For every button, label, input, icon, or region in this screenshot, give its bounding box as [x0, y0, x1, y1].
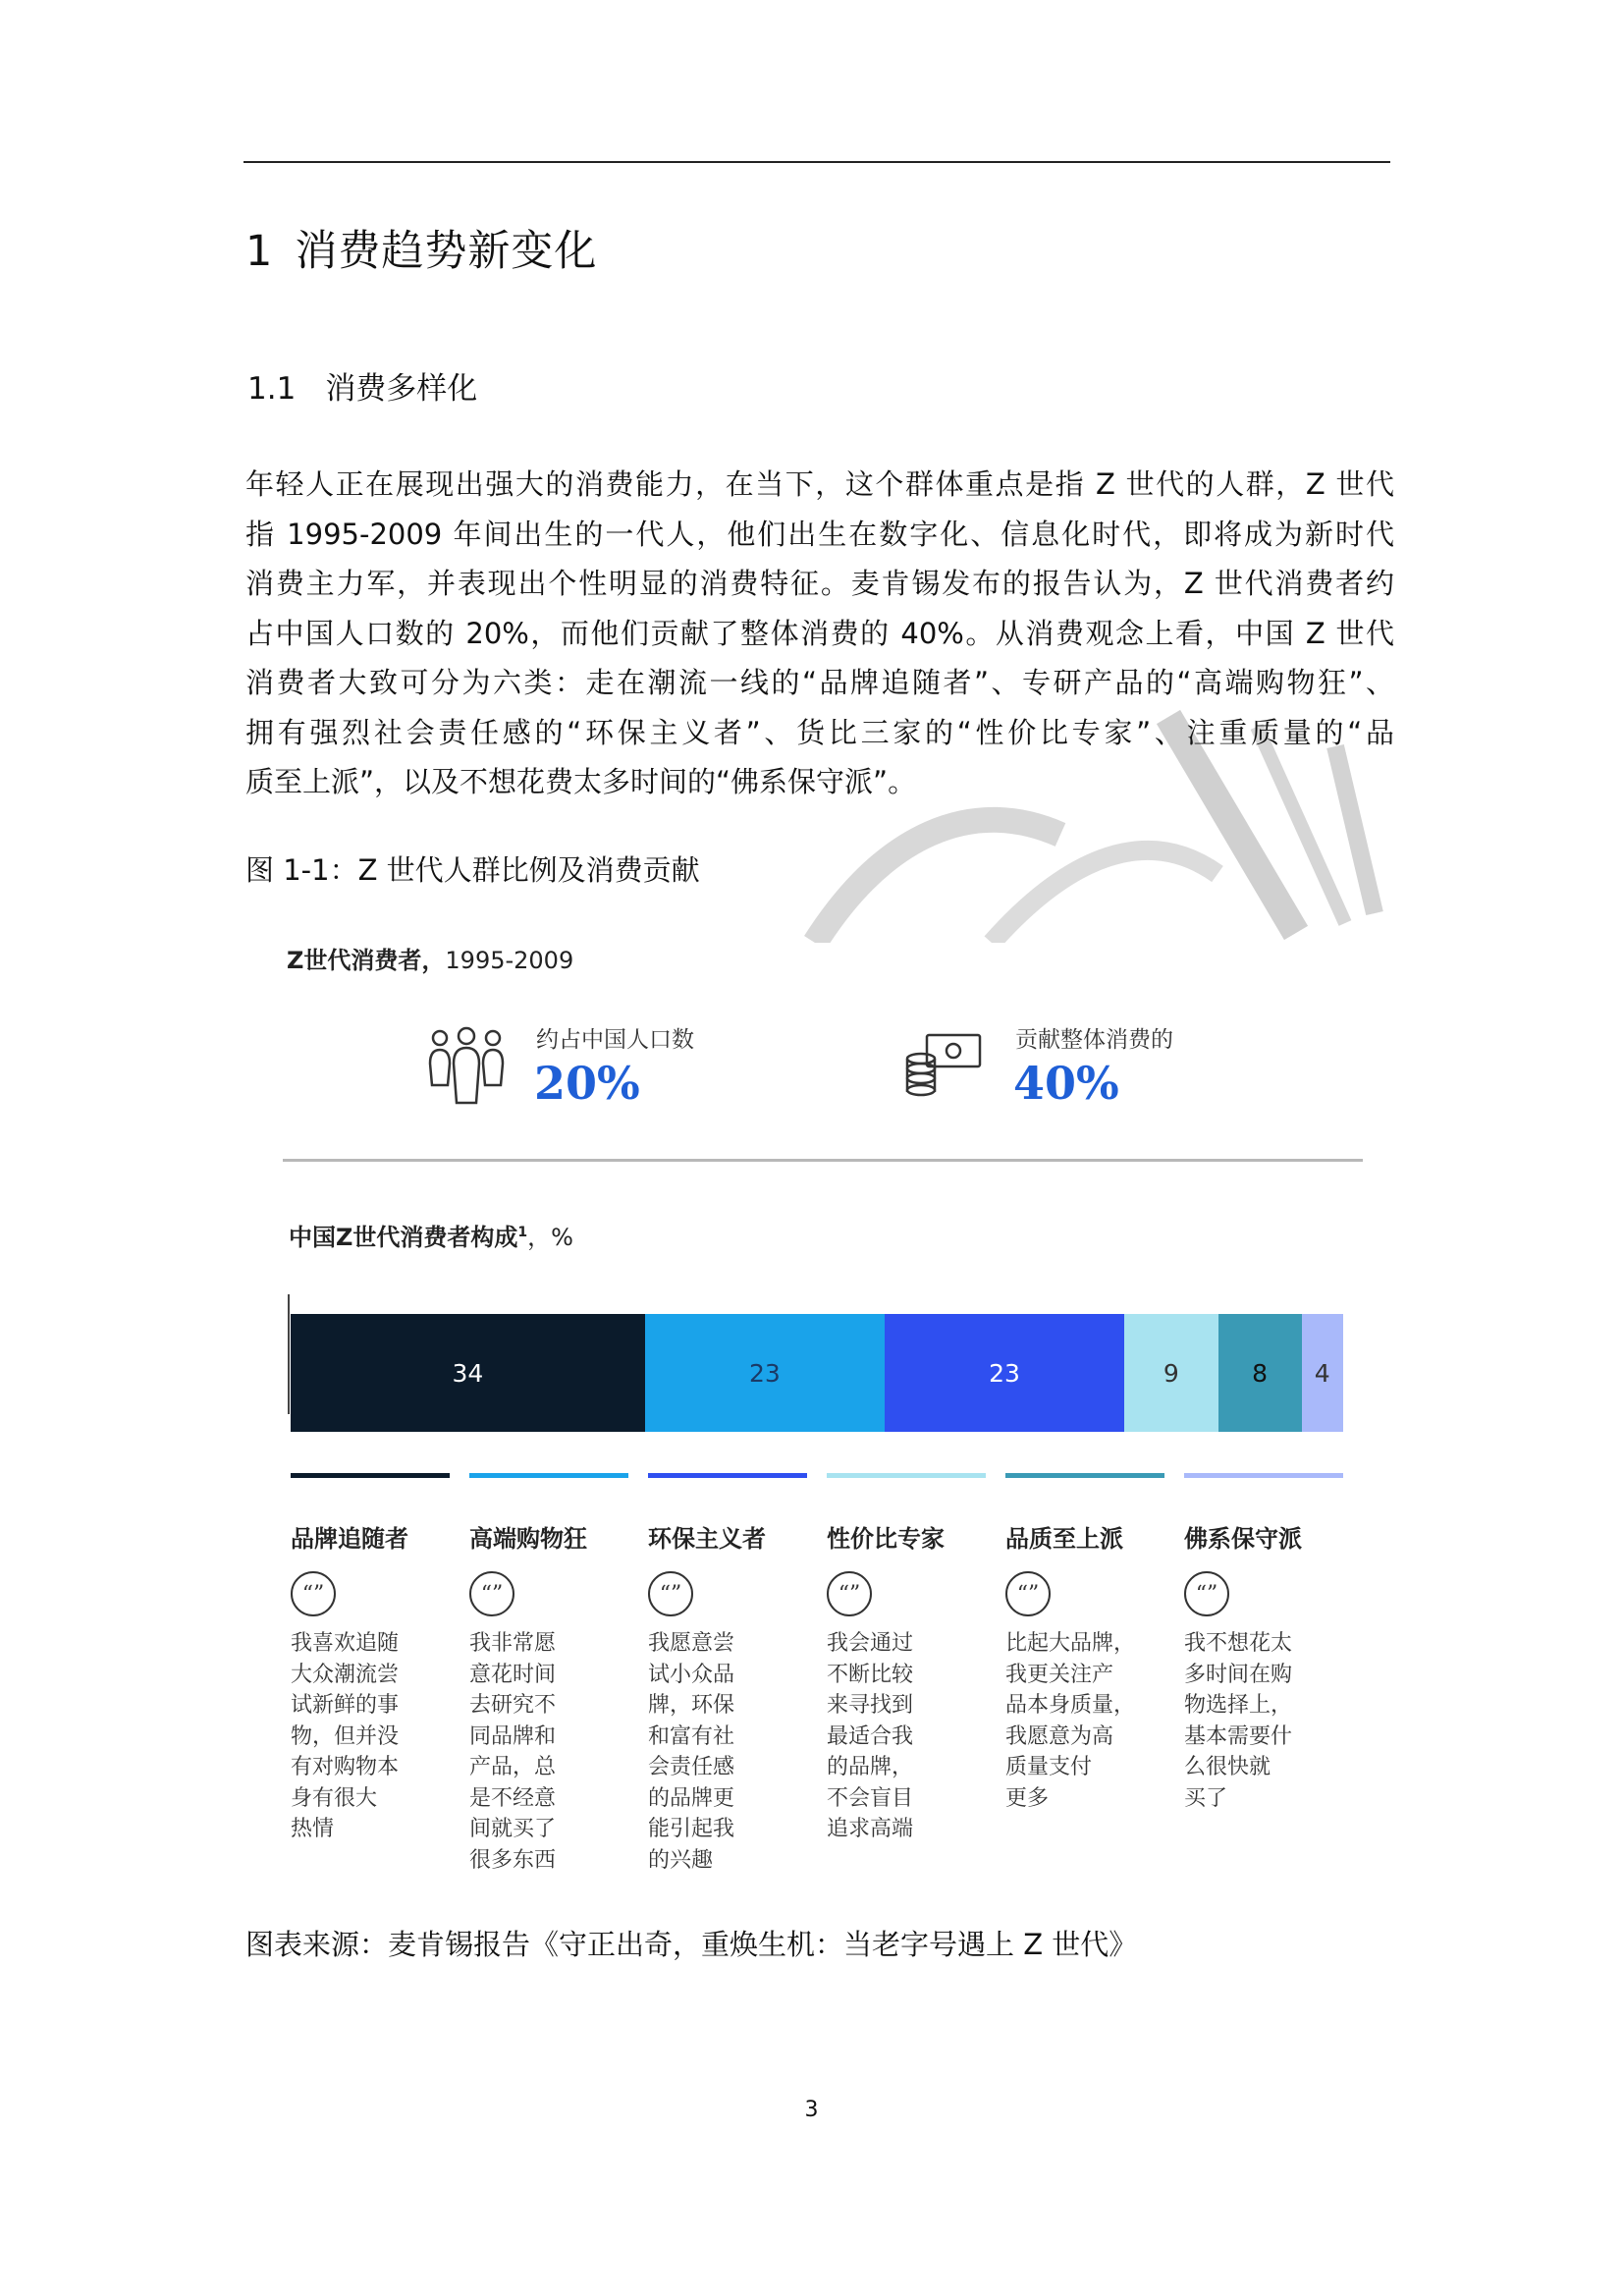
- quote-icon: “”: [1184, 1571, 1229, 1616]
- category-name: 高端购物狂: [469, 1524, 587, 1553]
- chart-source: 图表来源：麦肯锡报告《守正出奇，重焕生机：当老字号遇上 Z 世代》: [245, 1928, 1138, 1961]
- quote-icon: “”: [648, 1571, 693, 1616]
- figure-title-text: Z世代消费者，: [287, 947, 446, 974]
- figure-divider: [283, 1159, 1363, 1162]
- description-line: 身有很大: [291, 1785, 378, 1811]
- category-color-bar: [1184, 1473, 1343, 1478]
- category-name: 性价比专家: [827, 1524, 945, 1553]
- category-color-bar: [1005, 1473, 1164, 1478]
- description-line: 和富有社: [648, 1723, 735, 1749]
- description-line: 物选择上，: [1184, 1693, 1293, 1718]
- category-name: 品质至上派: [1005, 1524, 1123, 1553]
- description-line: 会责任感: [648, 1755, 735, 1779]
- bar-segment: [291, 1314, 645, 1432]
- description-line: 买了: [1184, 1785, 1228, 1811]
- category-description: [1184, 1628, 1343, 1814]
- description-line: 意花时间: [469, 1662, 557, 1687]
- figure-title: [287, 941, 573, 975]
- description-line: 产品，总: [469, 1755, 557, 1779]
- category-description: [291, 1628, 450, 1845]
- description-line: 牌，环保: [648, 1693, 735, 1718]
- description-line: 我愿意为高: [1005, 1723, 1114, 1749]
- chapter-heading: [245, 218, 597, 278]
- consumption-stat-value: 40%: [1013, 1057, 1119, 1110]
- description-line: 我喜欢追随: [291, 1631, 400, 1656]
- description-line: 能引起我: [648, 1817, 735, 1841]
- population-stat-value: 20%: [534, 1057, 640, 1110]
- category-name: 环保主义者: [648, 1524, 766, 1553]
- bar-segment: [645, 1314, 885, 1432]
- figure-caption: 图 1-1：Z 世代人群比例及消费贡献: [245, 853, 700, 887]
- description-line: 最适合我: [827, 1723, 914, 1749]
- footnote-marker: 1: [517, 1225, 528, 1240]
- description-line: 么很快就: [1184, 1755, 1271, 1779]
- description-line: 的品牌更: [648, 1785, 735, 1811]
- category-description: [827, 1628, 986, 1845]
- category-column: [469, 1473, 628, 1876]
- people-icon: [426, 1026, 507, 1107]
- bar-value-label: 34: [452, 1358, 484, 1388]
- bar-segment: [1302, 1314, 1343, 1432]
- description-line: 更多: [1005, 1785, 1050, 1811]
- description-line: 是不经意: [469, 1785, 557, 1811]
- bar-segment: [1124, 1314, 1218, 1432]
- description-line: 的兴趣: [648, 1847, 714, 1873]
- description-line: 的品牌，: [827, 1755, 914, 1779]
- description-line: 不会盲目: [827, 1785, 914, 1811]
- chapter-number: 1: [245, 227, 274, 276]
- header-rule: [243, 161, 1390, 163]
- category-column: [291, 1473, 450, 1876]
- figure-title-years: 1995-2009: [445, 947, 574, 974]
- paragraph-line: 消费者大致可分为六类：走在潮流一线的“品牌追随者”、专研产品的“高端购物狂”、: [245, 666, 1394, 699]
- population-stat-label: 约占中国人口数: [536, 1027, 694, 1053]
- description-line: 多时间在购: [1184, 1662, 1293, 1687]
- paragraph-line: 质至上派”，以及不想花费太多时间的“佛系保守派”。: [245, 765, 917, 798]
- category-color-bar: [648, 1473, 807, 1478]
- paragraph-line: 消费主力军，并表现出个性明显的消费特征。麦肯锡发布的报告认为，Z 世代消费者约: [245, 567, 1394, 600]
- bar-axis: [288, 1294, 290, 1414]
- description-line: 间就买了: [469, 1817, 557, 1841]
- bar-value-label: 9: [1163, 1358, 1179, 1388]
- paragraph-line: 指 1995-2009 年间出生的一代人，他们出生在数字化、信息化时代，即将成为新时代: [245, 517, 1394, 551]
- category-description: [469, 1628, 628, 1876]
- description-line: 不断比较: [827, 1662, 914, 1687]
- stacked-bar: [291, 1314, 1343, 1432]
- description-line: 基本需要什: [1184, 1723, 1293, 1749]
- paragraph-line: 年轻人正在展现出强大的消费能力，在当下，这个群体重点是指 Z 世代的人群，Z 世代: [245, 467, 1394, 501]
- description-line: 品本身质量，: [1005, 1693, 1136, 1718]
- section-heading: [247, 363, 477, 408]
- description-line: 我会通过: [827, 1631, 914, 1656]
- bar-value-label: 23: [749, 1358, 781, 1388]
- description-line: 我愿意尝: [648, 1631, 735, 1656]
- category-color-bar: [469, 1473, 628, 1478]
- category-name: 佛系保守派: [1184, 1524, 1302, 1553]
- description-line: 试新鲜的事: [291, 1693, 400, 1718]
- bar-value-label: 8: [1252, 1358, 1268, 1388]
- category-column: [1005, 1473, 1164, 1876]
- quote-icon: “”: [1005, 1571, 1051, 1616]
- consumption-stat-label: 贡献整体消费的: [1015, 1027, 1173, 1053]
- description-line: 试小众品: [648, 1662, 735, 1687]
- bar-segment: [1218, 1314, 1302, 1432]
- category-color-bar: [827, 1473, 986, 1478]
- category-column: [827, 1473, 986, 1876]
- bar-segment: [885, 1314, 1124, 1432]
- bar-value-label: 23: [989, 1358, 1020, 1388]
- category-description: [1005, 1628, 1164, 1814]
- quote-icon: “”: [291, 1571, 336, 1616]
- category-description: [648, 1628, 807, 1876]
- description-line: 物，但并没: [291, 1723, 400, 1749]
- figure: [265, 923, 1355, 1873]
- paragraph-line: 占中国人口数的 20%，而他们贡献了整体消费的 40%。从消费观念上看，中国 Z 世代: [245, 616, 1394, 650]
- description-line: 质量支付: [1005, 1755, 1093, 1779]
- category-list: [291, 1473, 1343, 1876]
- category-column: [1184, 1473, 1343, 1876]
- category-column: [648, 1473, 807, 1876]
- bar-value-label: 4: [1314, 1358, 1330, 1388]
- body-paragraph: [245, 460, 1394, 807]
- description-line: 去研究不: [469, 1693, 557, 1718]
- description-line: 我不想花太: [1184, 1631, 1293, 1656]
- section-number: 1.1: [247, 371, 297, 407]
- composition-title: [289, 1218, 573, 1252]
- description-line: 追求高端: [827, 1817, 914, 1841]
- category-color-bar: [291, 1473, 450, 1478]
- coins-icon: [903, 1029, 984, 1100]
- quote-icon: “”: [469, 1571, 514, 1616]
- description-line: 来寻找到: [827, 1693, 914, 1718]
- description-line: 热情: [291, 1817, 335, 1841]
- chapter-title: 消费趋势新变化: [295, 227, 598, 276]
- quote-icon: “”: [827, 1571, 872, 1616]
- paragraph-line: 拥有强烈社会责任感的“环保主义者”、货比三家的“性价比专家”、注重质量的“品: [245, 715, 1394, 749]
- composition-unit: ，%: [527, 1224, 573, 1251]
- description-line: 我更关注产: [1005, 1662, 1114, 1687]
- composition-title-text: 中国Z世代消费者构成: [289, 1224, 518, 1251]
- description-line: 同品牌和: [469, 1723, 557, 1749]
- description-line: 很多东西: [469, 1847, 557, 1873]
- description-line: 我非常愿: [469, 1631, 557, 1656]
- description-line: 比起大品牌，: [1005, 1631, 1136, 1656]
- description-line: 大众潮流尝: [291, 1662, 400, 1687]
- page-number: 3: [804, 2098, 819, 2122]
- section-title: 消费多样化: [325, 371, 478, 407]
- description-line: 有对购物本: [291, 1755, 400, 1779]
- category-name: 品牌追随者: [291, 1524, 408, 1553]
